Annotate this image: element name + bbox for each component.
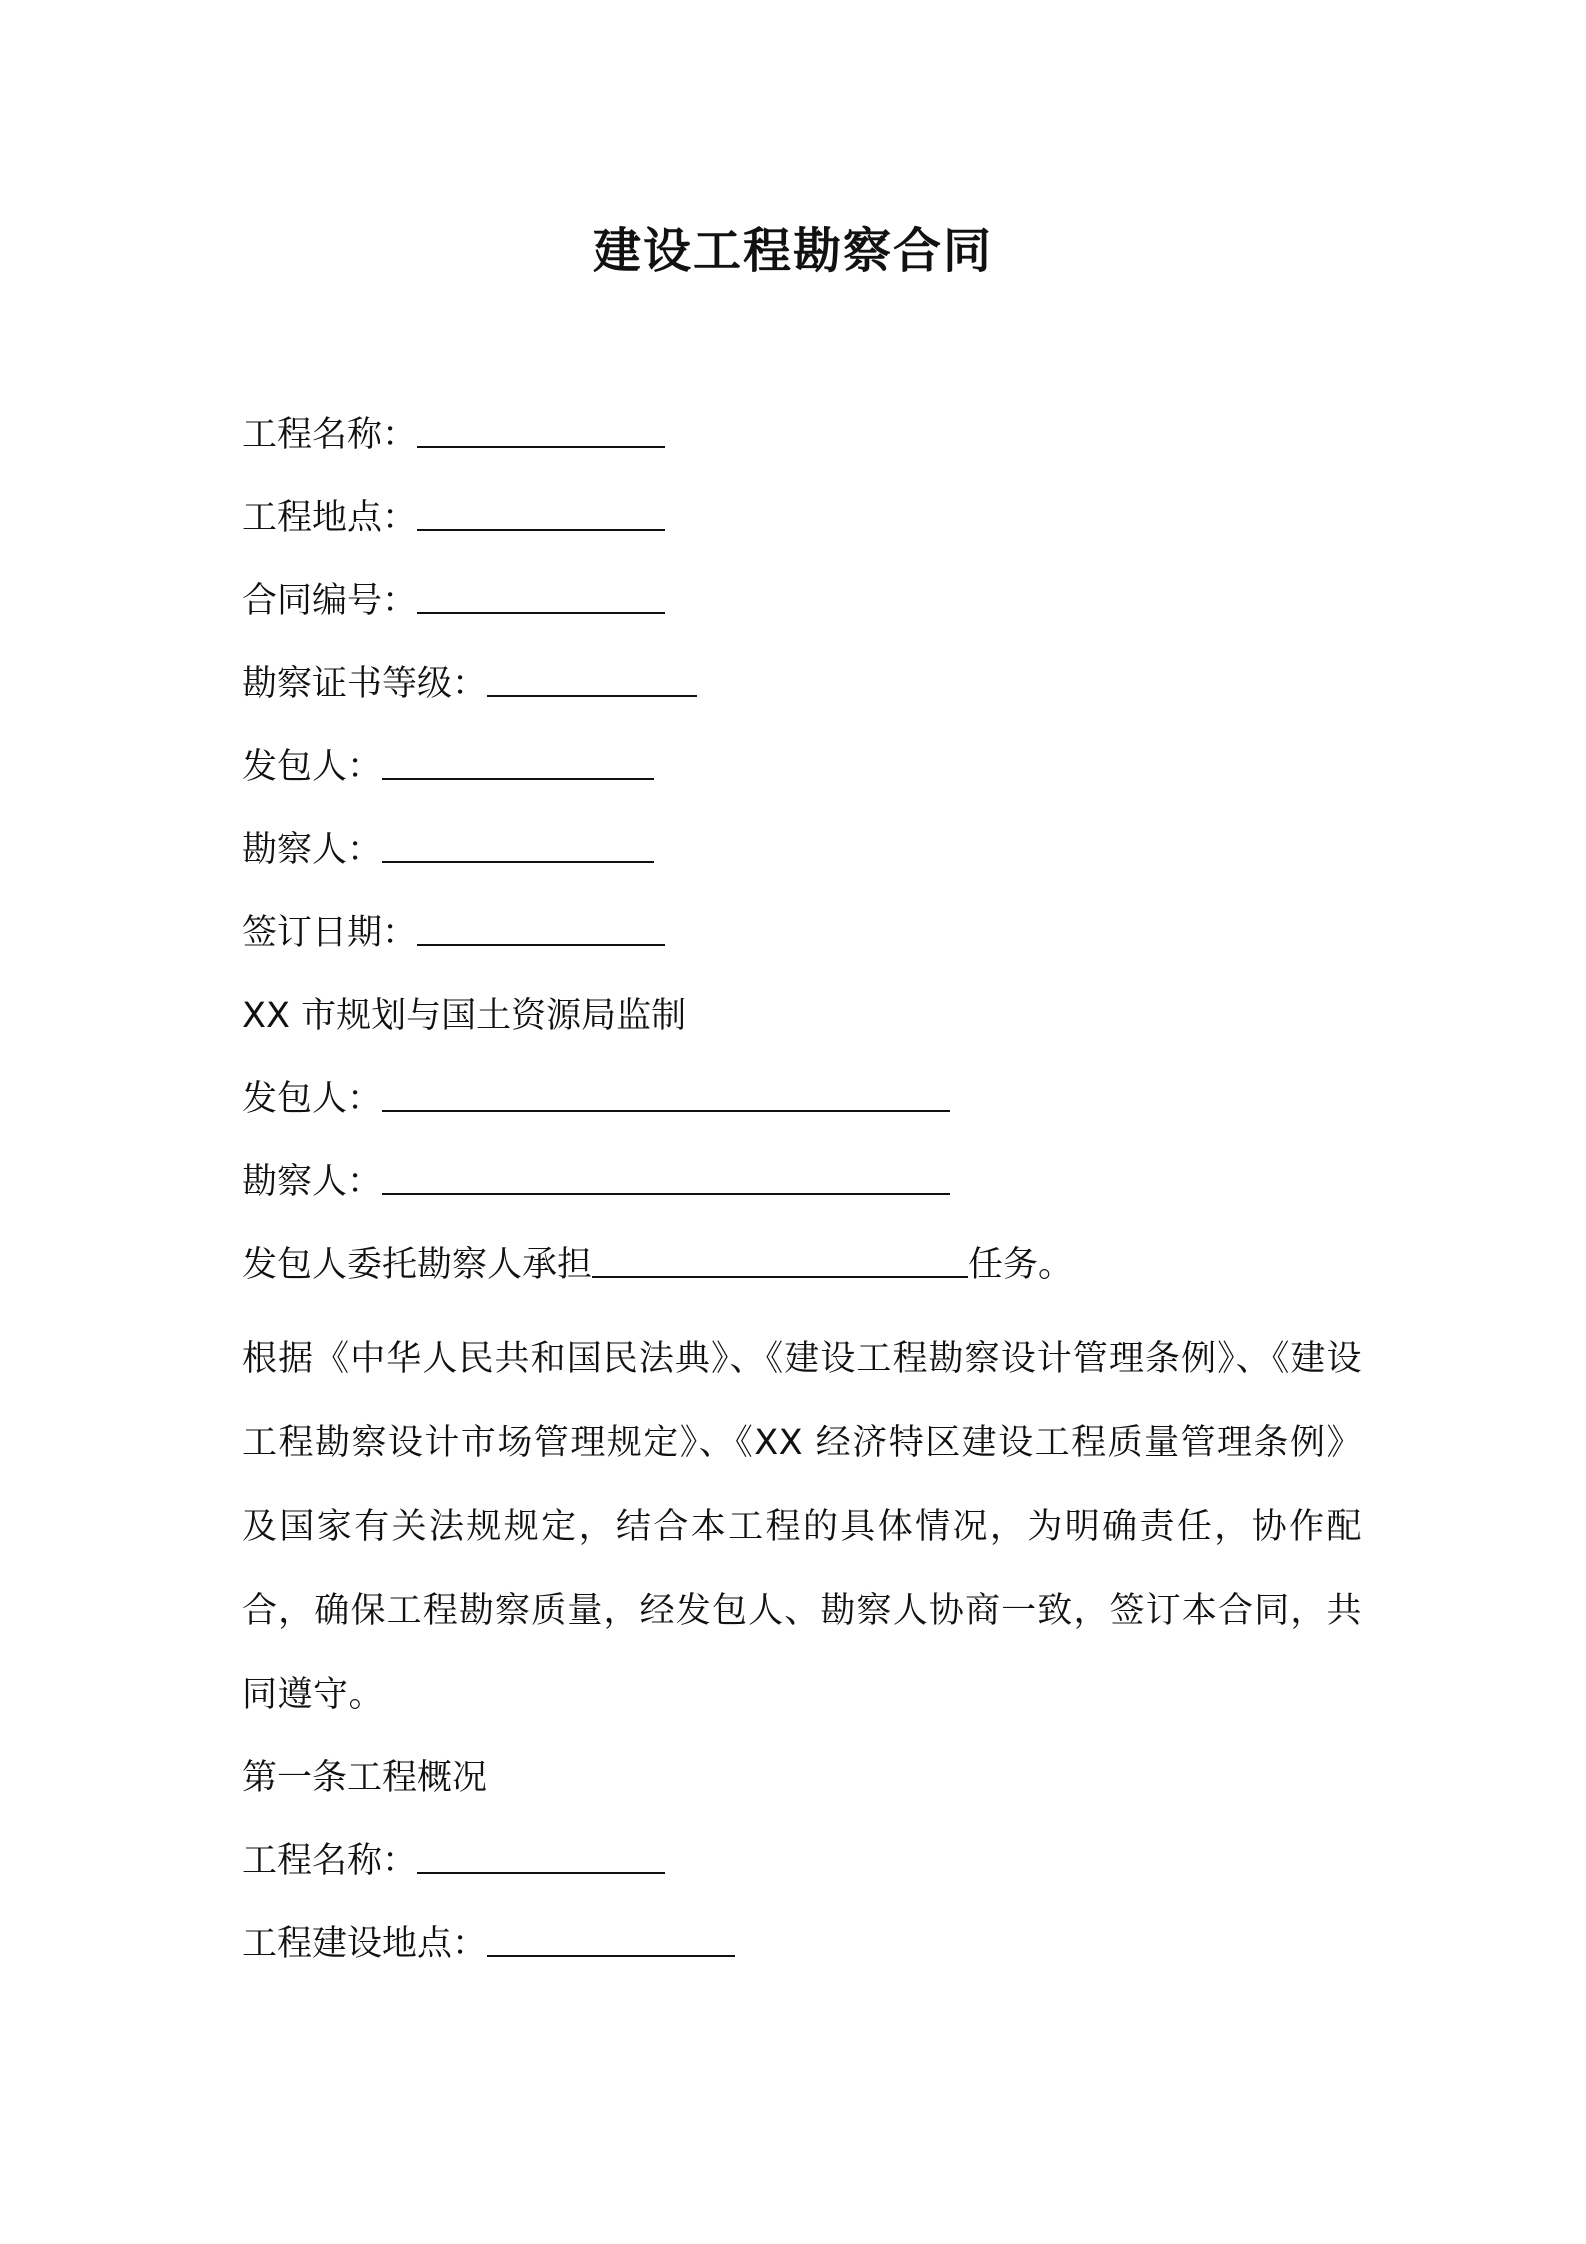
blank-line[interactable] <box>417 1836 665 1874</box>
blank-line[interactable] <box>382 1074 950 1112</box>
issuer-line: XX 市规划与国土资源局监制 <box>242 996 687 1036</box>
blank-line[interactable] <box>382 742 654 780</box>
blank-line[interactable] <box>487 1919 735 1957</box>
field-label: 工程名称： <box>242 1841 418 1881</box>
field-project-name <box>242 410 665 460</box>
field-label: 工程名称： <box>242 415 418 455</box>
blank-line[interactable] <box>417 493 665 531</box>
commission-prefix: 发包人委托勘察人承担 <box>242 1245 593 1285</box>
field-signing-date <box>242 908 665 958</box>
field-label: 勘察人： <box>242 1162 383 1202</box>
article-one-heading: 第一条工程概况 <box>242 1758 488 1798</box>
party-surveyor <box>242 1157 950 1207</box>
field-label: 签订日期： <box>242 913 418 953</box>
basis-paragraph: 根据《中华人民共和国民法典》、《建设工程勘察设计管理条例》、《建设工程勘察设计市场管理规定》、《XX 经济特区建设工程质量管理条例》及国家有关法规规定，结合本工程的具体情况，为明确责任，协作配合，确保工程勘察质量，经发包人、勘察人协商一致，签订本合同，共同遵守。 <box>242 1339 1362 1715</box>
blank-line[interactable] <box>417 908 665 946</box>
field-client <box>242 742 654 792</box>
field-label: 发包人： <box>242 1079 383 1119</box>
blank-line[interactable] <box>382 825 654 863</box>
field-project-location <box>242 493 665 543</box>
field-label: 工程建设地点： <box>242 1924 488 1964</box>
party-client <box>242 1074 950 1124</box>
field-contract-number <box>242 576 665 626</box>
field-surveyor <box>242 825 654 875</box>
commission-line <box>242 1240 1073 1290</box>
blank-line[interactable] <box>417 576 665 614</box>
field-label: 勘察人： <box>242 830 383 870</box>
blank-line[interactable] <box>417 410 665 448</box>
document-title: 建设工程勘察合同 <box>592 223 993 279</box>
field-certificate-grade <box>242 659 697 709</box>
field-label: 合同编号： <box>242 581 418 621</box>
article-field-construction-location <box>242 1919 735 1969</box>
field-label: 发包人： <box>242 747 383 787</box>
blank-line[interactable] <box>592 1240 968 1278</box>
blank-line[interactable] <box>382 1157 950 1195</box>
commission-suffix: 任务。 <box>968 1245 1074 1285</box>
field-label: 勘察证书等级： <box>242 664 488 704</box>
blank-line[interactable] <box>487 659 697 697</box>
article-field-project-name <box>242 1836 665 1886</box>
field-label: 工程地点： <box>242 498 418 538</box>
